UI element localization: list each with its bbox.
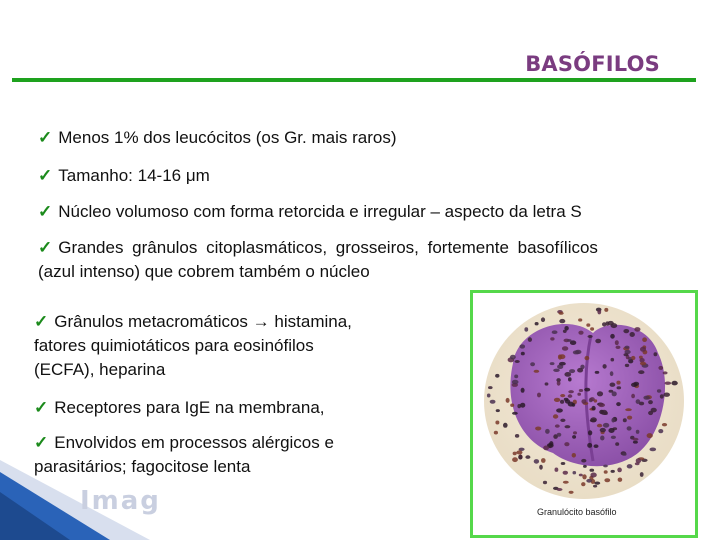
bullet-4: [38, 236, 598, 284]
granule: [572, 403, 576, 407]
granule: [647, 433, 653, 438]
granule: [521, 352, 525, 356]
granule: [557, 488, 563, 491]
granule: [490, 400, 496, 404]
granule: [617, 386, 622, 389]
granule: [514, 375, 518, 379]
granule: [590, 419, 596, 422]
granule: [611, 358, 615, 362]
granule: [594, 482, 600, 485]
granule: [512, 412, 518, 415]
granule: [616, 402, 621, 406]
check-icon: ✓: [34, 433, 49, 452]
granule: [625, 408, 632, 411]
granule: [587, 443, 592, 448]
granule: [553, 414, 558, 418]
granule: [582, 474, 586, 479]
granule: [573, 431, 577, 434]
granule: [611, 436, 616, 439]
granule: [513, 452, 517, 456]
granule: [555, 424, 560, 427]
check-icon: ✓: [38, 128, 53, 147]
granule: [487, 394, 491, 398]
slide-title: BASÓFILOS: [525, 52, 660, 76]
granule: [559, 319, 565, 323]
bullet-7-text-1: Envolvidos em processos alérgicos e: [54, 433, 334, 452]
granule: [537, 393, 541, 398]
granule: [563, 481, 569, 484]
granule: [512, 380, 519, 385]
granule: [660, 394, 664, 398]
granule: [624, 353, 629, 356]
granule: [550, 337, 554, 340]
granule: [521, 388, 525, 393]
granule: [611, 418, 615, 423]
granule: [627, 464, 633, 468]
granule: [590, 473, 596, 478]
granule: [573, 350, 580, 354]
granule: [627, 426, 632, 430]
granule: [616, 381, 620, 385]
granule: [555, 468, 559, 472]
granule: [643, 396, 650, 400]
granule: [606, 321, 610, 325]
granule: [569, 491, 574, 494]
granule: [559, 312, 564, 315]
granule: [648, 400, 653, 404]
granule: [525, 455, 530, 459]
granule: [545, 382, 549, 385]
bullet-4-text-1: Grandes grânulos citoplasmáticos, grosseiros, fortemente basofílicos: [58, 238, 598, 257]
granule: [603, 465, 608, 468]
granule: [662, 423, 667, 426]
granule: [586, 323, 590, 326]
granule: [545, 429, 550, 434]
granule: [535, 427, 541, 431]
granule: [520, 403, 525, 408]
granule: [615, 442, 619, 446]
granule: [516, 450, 522, 454]
granule: [585, 356, 590, 360]
granule: [634, 327, 640, 332]
granule: [541, 317, 545, 322]
granule: [520, 344, 526, 348]
granule: [560, 400, 564, 404]
granule: [578, 318, 582, 321]
granule: [553, 369, 560, 372]
granule: [543, 481, 547, 484]
figure-caption: Granulócito basófilo: [537, 507, 617, 517]
granule: [534, 370, 540, 373]
bullet-2: [38, 164, 210, 188]
granule: [604, 478, 610, 482]
granule: [530, 362, 535, 366]
granule: [588, 430, 592, 435]
granule: [541, 458, 546, 463]
granule: [560, 419, 565, 422]
granule: [638, 370, 644, 374]
granule: [623, 329, 629, 333]
granule: [524, 327, 528, 331]
granule: [579, 474, 583, 477]
granule: [577, 393, 581, 396]
check-icon: ✓: [38, 238, 53, 257]
granule: [563, 471, 568, 475]
granule: [665, 382, 672, 385]
granule: [618, 478, 623, 482]
granule: [581, 459, 586, 463]
granule: [625, 364, 629, 367]
bullet-6-text: Receptores para IgE na membrana,: [54, 398, 325, 417]
granule: [630, 332, 635, 337]
bullet-7-text-2: parasitários; fagocitose lenta: [34, 457, 251, 476]
granule: [518, 455, 522, 460]
granule: [595, 371, 600, 374]
title-underline: [12, 78, 696, 82]
granule: [550, 362, 555, 365]
granule: [495, 421, 499, 425]
granule: [561, 462, 566, 465]
granule: [579, 389, 583, 392]
granule: [559, 354, 565, 359]
watermark-text: Imag: [80, 486, 161, 516]
granule: [600, 436, 604, 441]
granule: [515, 434, 519, 438]
granule: [588, 335, 593, 338]
granule: [539, 465, 543, 470]
granule: [603, 423, 609, 428]
check-icon: ✓: [34, 398, 49, 417]
granule: [635, 462, 640, 465]
granule: [610, 334, 615, 339]
granule: [494, 431, 498, 435]
granule: [611, 323, 618, 328]
granule: [535, 322, 539, 325]
granule: [623, 418, 627, 422]
granule: [657, 389, 661, 392]
granule: [567, 339, 571, 342]
granule: [616, 346, 621, 349]
check-icon: ✓: [38, 166, 53, 185]
granule: [604, 308, 608, 312]
granule: [560, 394, 565, 397]
granule: [562, 346, 568, 351]
granule: [663, 371, 668, 374]
granule: [594, 444, 599, 448]
granule: [610, 371, 614, 376]
granule: [600, 428, 606, 432]
granule: [603, 364, 607, 369]
bullet-3: [38, 200, 582, 224]
granule: [622, 453, 626, 456]
granule: [584, 388, 590, 392]
granule: [663, 393, 670, 397]
bullet-5: [34, 310, 352, 382]
granule: [557, 381, 561, 386]
granule: [601, 410, 607, 415]
bullet-5-text-1b: histamina,: [274, 312, 352, 331]
granule: [658, 429, 663, 433]
granule: [631, 394, 635, 399]
granule: [556, 408, 563, 412]
granule: [564, 442, 569, 446]
granule: [581, 482, 585, 486]
granule: [510, 355, 516, 360]
bullet-3-text: Núcleo volumoso com forma retorcida e irregular – aspecto da letra S: [58, 202, 582, 221]
granule: [565, 425, 571, 428]
granule: [611, 470, 615, 473]
granule: [568, 390, 574, 393]
basophil-image-frame: [470, 290, 698, 538]
granule: [617, 468, 622, 473]
granule: [597, 424, 602, 428]
granule: [506, 398, 510, 403]
granule: [654, 352, 658, 356]
granule: [597, 310, 601, 315]
granule: [650, 448, 657, 452]
bullet-4-text-2: (azul intenso) que cobrem também o núcleo: [38, 262, 370, 281]
granule: [572, 453, 576, 458]
bullet-5-line-1: [34, 310, 352, 334]
granule: [568, 377, 572, 381]
granule: [543, 446, 549, 451]
check-icon: ✓: [34, 312, 49, 331]
bullet-1: [38, 126, 396, 150]
granule: [488, 386, 493, 389]
basophil-illustration: [473, 293, 695, 535]
granule: [658, 366, 663, 370]
granule: [615, 340, 619, 345]
bullet-5-text-2: fatores quimiotáticos para eosinófilos: [34, 336, 314, 355]
granule: [586, 479, 592, 483]
granule: [610, 383, 616, 387]
granule: [578, 331, 583, 335]
granule: [590, 397, 595, 401]
granule: [564, 372, 571, 377]
granule: [648, 411, 653, 415]
granule: [573, 471, 577, 474]
granule: [624, 346, 629, 349]
granule: [608, 428, 614, 433]
granule: [569, 369, 575, 373]
granule: [495, 374, 499, 378]
granule: [671, 381, 677, 386]
granule: [577, 368, 583, 373]
bullet-2-text: Tamanho: 14-16 μm: [58, 166, 210, 185]
granule: [593, 485, 597, 488]
granule: [568, 394, 573, 398]
granule: [534, 459, 539, 464]
granule: [640, 347, 646, 352]
granule: [627, 416, 632, 420]
granule: [559, 362, 566, 366]
granule: [598, 403, 605, 407]
granule: [510, 404, 514, 407]
bullet-4-line-1: [38, 236, 598, 260]
granule: [592, 406, 596, 411]
granule: [604, 470, 608, 474]
bullet-5-text-3: (ECFA), heparina: [34, 360, 166, 379]
granule: [563, 330, 567, 333]
granule: [528, 337, 532, 342]
granule: [633, 438, 639, 441]
granule: [640, 362, 646, 365]
granule: [640, 472, 644, 477]
arrow-right-icon: →: [252, 312, 270, 331]
bullet-5-text-1: Grânulos metacromáticos: [54, 312, 248, 331]
granule: [581, 399, 586, 404]
granule: [612, 391, 617, 396]
granule: [633, 441, 638, 444]
granule: [583, 465, 587, 468]
granule: [515, 360, 520, 363]
granule: [590, 327, 594, 330]
granule: [595, 339, 601, 344]
granule: [590, 469, 595, 472]
granule: [633, 382, 639, 386]
granule: [557, 433, 562, 437]
granule: [597, 391, 603, 396]
granule: [512, 457, 518, 462]
bullet-6: [34, 396, 325, 420]
granule: [642, 337, 647, 342]
granule: [503, 423, 508, 428]
bullet-1-text: Menos 1% dos leucócitos (os Gr. mais raros): [58, 128, 397, 147]
granule: [554, 398, 560, 402]
granule: [496, 409, 500, 412]
check-icon: ✓: [38, 202, 53, 221]
granule: [552, 330, 558, 334]
granule: [572, 435, 576, 439]
granule: [636, 430, 640, 434]
granule: [636, 399, 641, 404]
